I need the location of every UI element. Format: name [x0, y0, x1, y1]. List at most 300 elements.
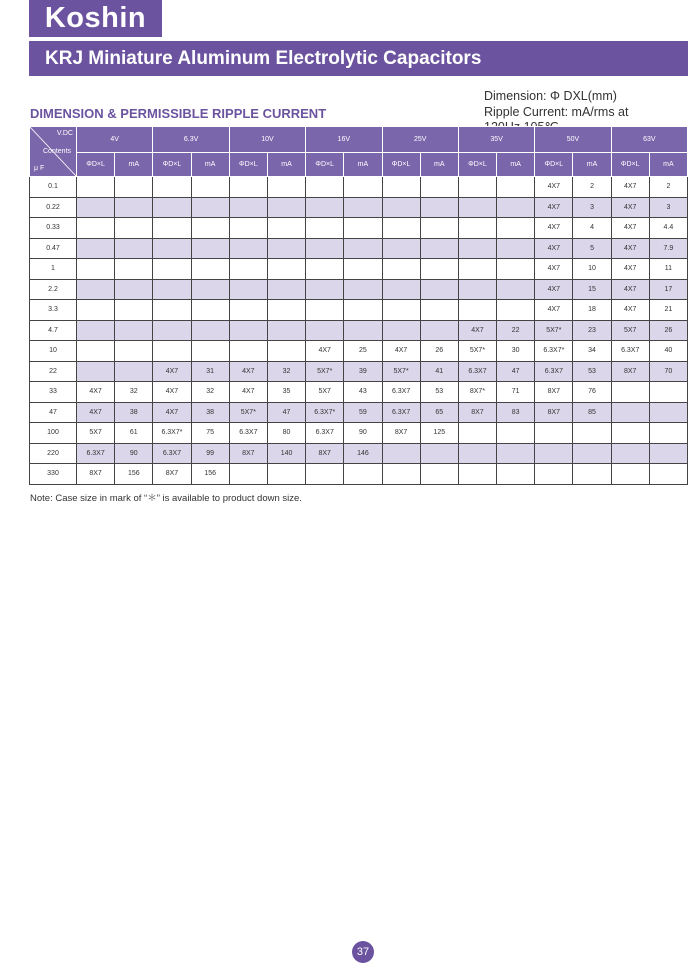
ripple-current-cell [191, 300, 229, 321]
capacitance-cell: 33 [30, 382, 77, 403]
case-size-cell [153, 341, 191, 362]
case-size-cell [229, 177, 267, 198]
table-row [30, 402, 688, 423]
case-size-cell [382, 320, 420, 341]
capacitance-cell: 1 [30, 259, 77, 280]
case-size-cell [306, 464, 344, 485]
ripple-current-cell [497, 464, 535, 485]
capacitance-cell: 100 [30, 423, 77, 444]
case-size-cell: 8X7 [153, 464, 191, 485]
case-size-cell [229, 300, 267, 321]
ripple-current-cell: 22 [497, 320, 535, 341]
capacitance-cell: 0.1 [30, 177, 77, 198]
case-size-cell: 4X7 [535, 218, 573, 239]
case-size-cell [458, 423, 496, 444]
ripple-current-cell [191, 279, 229, 300]
case-size-cell: 4X7 [306, 341, 344, 362]
case-size-cell: 5X7* [458, 341, 496, 362]
table-row [30, 443, 688, 464]
table-row [30, 279, 688, 300]
case-size-cell [153, 320, 191, 341]
case-size-cell [229, 320, 267, 341]
ma-subheader: mA [267, 153, 305, 177]
case-size-cell: 5X7 [306, 382, 344, 403]
case-size-cell [153, 218, 191, 239]
page-number: 37 [352, 941, 374, 963]
ripple-current-cell [267, 300, 305, 321]
ma-subheader: mA [344, 153, 382, 177]
ripple-current-cell [267, 464, 305, 485]
ripple-current-cell: 47 [497, 361, 535, 382]
table-row [30, 423, 688, 444]
table-corner-header [30, 127, 77, 177]
case-size-cell: 5X7 [611, 320, 649, 341]
case-size-cell [458, 279, 496, 300]
case-size-cell [382, 259, 420, 280]
case-size-cell: 5X7* [306, 361, 344, 382]
case-size-cell [611, 402, 649, 423]
ripple-current-cell [420, 238, 458, 259]
case-size-cell: 4X7 [611, 218, 649, 239]
case-size-cell: 6.3X7 [382, 402, 420, 423]
ripple-current-cell: 2 [573, 177, 611, 198]
case-size-cell: 4X7 [458, 320, 496, 341]
table-row [30, 177, 688, 198]
case-size-cell [229, 238, 267, 259]
table-row [30, 341, 688, 362]
ripple-current-cell: 39 [344, 361, 382, 382]
ripple-current-cell [267, 320, 305, 341]
ripple-current-cell: 90 [115, 443, 153, 464]
ripple-current-cell [649, 402, 687, 423]
size-subheader: ΦD×L [535, 153, 573, 177]
case-size-cell: 4X7 [77, 382, 115, 403]
ripple-current-cell: 140 [267, 443, 305, 464]
ma-subheader: mA [420, 153, 458, 177]
brand-logo: Koshin [29, 0, 162, 37]
case-size-cell: 6.3X7* [153, 423, 191, 444]
case-size-cell [458, 238, 496, 259]
table-row [30, 464, 688, 485]
ripple-current-cell [115, 320, 153, 341]
table-row [30, 300, 688, 321]
ripple-current-cell [344, 238, 382, 259]
ripple-current-cell [344, 320, 382, 341]
ripple-current-cell [649, 443, 687, 464]
ripple-current-cell [420, 259, 458, 280]
ripple-current-cell: 80 [267, 423, 305, 444]
case-size-cell [77, 361, 115, 382]
case-size-cell [382, 443, 420, 464]
case-size-cell [306, 197, 344, 218]
case-size-cell: 8X7 [535, 402, 573, 423]
case-size-cell: 8X7 [382, 423, 420, 444]
voltage-header: 25V [382, 127, 458, 153]
case-size-cell [535, 464, 573, 485]
case-size-cell: 4X7 [611, 300, 649, 321]
ripple-current-cell: 4 [573, 218, 611, 239]
case-size-cell: 4X7 [535, 177, 573, 198]
size-subheader: ΦD×L [306, 153, 344, 177]
case-size-cell [77, 279, 115, 300]
ripple-current-cell: 53 [573, 361, 611, 382]
ripple-current-cell: 41 [420, 361, 458, 382]
case-size-cell [306, 279, 344, 300]
case-size-cell [382, 238, 420, 259]
capacitance-cell: 0.22 [30, 197, 77, 218]
ripple-current-cell: 25 [344, 341, 382, 362]
ripple-current-cell: 26 [649, 320, 687, 341]
case-size-cell [153, 259, 191, 280]
ripple-current-cell [573, 464, 611, 485]
case-size-cell [229, 259, 267, 280]
case-size-cell [306, 218, 344, 239]
ripple-current-cell: 10 [573, 259, 611, 280]
ripple-current-cell [191, 341, 229, 362]
ripple-current-cell [267, 259, 305, 280]
ripple-current-cell [191, 238, 229, 259]
ripple-current-cell [115, 238, 153, 259]
ripple-current-cell: 71 [497, 382, 535, 403]
case-size-cell [229, 218, 267, 239]
ripple-current-cell: 21 [649, 300, 687, 321]
case-size-cell: 4X7 [611, 238, 649, 259]
case-size-cell [229, 279, 267, 300]
case-size-cell: 4X7 [611, 279, 649, 300]
ripple-current-cell: 30 [497, 341, 535, 362]
case-size-cell [306, 300, 344, 321]
capacitance-cell: 22 [30, 361, 77, 382]
case-size-cell: 4X7 [535, 279, 573, 300]
capacitance-cell: 0.47 [30, 238, 77, 259]
ripple-current-cell [649, 423, 687, 444]
table-row [30, 197, 688, 218]
case-size-cell: 5X7* [535, 320, 573, 341]
case-size-cell: 4X7 [153, 382, 191, 403]
ripple-current-cell [497, 177, 535, 198]
voltage-header: 6.3V [153, 127, 229, 153]
ripple-current-cell [115, 300, 153, 321]
ripple-current-cell [573, 443, 611, 464]
table-row [30, 259, 688, 280]
footnote: Note: Case size in mark of “＊” is available to product down size. [30, 493, 302, 504]
ripple-current-cell: 65 [420, 402, 458, 423]
ripple-current-cell: 23 [573, 320, 611, 341]
ripple-current-cell [115, 279, 153, 300]
voltage-header: 50V [535, 127, 611, 153]
case-size-cell [153, 300, 191, 321]
ripple-current-cell: 156 [191, 464, 229, 485]
case-size-cell: 5X7 [77, 423, 115, 444]
case-size-cell [382, 218, 420, 239]
ripple-current-cell: 18 [573, 300, 611, 321]
ripple-current-cell [344, 218, 382, 239]
ripple-current-cell: 3 [649, 197, 687, 218]
ripple-current-cell [115, 197, 153, 218]
case-size-cell: 4X7 [153, 402, 191, 423]
ripple-current-cell [420, 197, 458, 218]
case-size-cell: 6.3X7* [306, 402, 344, 423]
ripple-current-cell [267, 197, 305, 218]
ripple-current-cell: 99 [191, 443, 229, 464]
case-size-cell: 6.3X7* [535, 341, 573, 362]
case-size-cell: 4X7 [382, 341, 420, 362]
table-row [30, 361, 688, 382]
case-size-cell [382, 197, 420, 218]
voltage-header-row [30, 127, 688, 153]
ripple-current-cell [191, 259, 229, 280]
ripple-current-cell: 2 [649, 177, 687, 198]
ripple-current-cell [497, 218, 535, 239]
ma-subheader: mA [497, 153, 535, 177]
case-size-cell: 4X7 [77, 402, 115, 423]
ripple-current-cell: 3 [573, 197, 611, 218]
case-size-cell: 4X7 [611, 177, 649, 198]
ripple-current-cell: 146 [344, 443, 382, 464]
ripple-current-cell: 90 [344, 423, 382, 444]
ma-subheader: mA [649, 153, 687, 177]
product-banner: KRJ Miniature Aluminum Electrolytic Capacitors [29, 41, 688, 76]
case-size-cell: 8X7* [458, 382, 496, 403]
ripple-current-cell: 15 [573, 279, 611, 300]
ripple-current-cell [267, 218, 305, 239]
ripple-current-cell [267, 279, 305, 300]
case-size-cell: 6.3X7 [306, 423, 344, 444]
ripple-current-cell: 47 [267, 402, 305, 423]
case-size-cell [77, 341, 115, 362]
ripple-current-cell: 53 [420, 382, 458, 403]
ripple-current-cell: 5 [573, 238, 611, 259]
capacitance-cell: 220 [30, 443, 77, 464]
ripple-current-cell: 17 [649, 279, 687, 300]
ripple-current-cell [649, 382, 687, 403]
ripple-current-cell: 34 [573, 341, 611, 362]
case-size-cell [382, 177, 420, 198]
ripple-current-cell [267, 238, 305, 259]
case-size-cell: 4X7 [611, 259, 649, 280]
case-size-cell [611, 423, 649, 444]
case-size-cell: 8X7 [458, 402, 496, 423]
case-size-cell [611, 464, 649, 485]
ripple-current-cell [115, 259, 153, 280]
section-title: DIMENSION & PERMISSIBLE RIPPLE CURRENT [30, 106, 327, 121]
case-size-cell: 6.3X7 [153, 443, 191, 464]
ripple-current-cell [115, 218, 153, 239]
ripple-current-cell [344, 279, 382, 300]
ripple-current-cell [420, 300, 458, 321]
ripple-current-cell: 59 [344, 402, 382, 423]
ripple-current-cell: 38 [191, 402, 229, 423]
case-size-cell: 6.3X7 [535, 361, 573, 382]
ripple-current-cell: 11 [649, 259, 687, 280]
case-size-cell [458, 443, 496, 464]
case-size-cell: 6.3X7 [77, 443, 115, 464]
case-size-cell [306, 259, 344, 280]
ripple-current-cell [420, 320, 458, 341]
size-subheader: ΦD×L [77, 153, 115, 177]
ripple-current-cell: 61 [115, 423, 153, 444]
case-size-cell [77, 300, 115, 321]
corner-vdc-label: V.DC [56, 130, 73, 137]
ripple-current-cell [115, 361, 153, 382]
ripple-current-cell: 76 [573, 382, 611, 403]
case-size-cell: 6.3X7 [611, 341, 649, 362]
ripple-current-cell [344, 464, 382, 485]
capacitance-cell: 4.7 [30, 320, 77, 341]
ripple-current-cell [497, 238, 535, 259]
case-size-cell: 4X7 [535, 197, 573, 218]
case-size-cell [382, 279, 420, 300]
case-size-cell [458, 177, 496, 198]
case-size-cell [458, 218, 496, 239]
ripple-current-cell: 7.9 [649, 238, 687, 259]
corner-uf-label: μ F [34, 165, 45, 172]
ripple-current-label: Ripple Current: mA/rms at [484, 105, 629, 119]
case-size-cell [229, 197, 267, 218]
case-size-cell: 6.3X7 [382, 382, 420, 403]
case-size-cell: 4X7 [229, 382, 267, 403]
dimension-label: Dimension: Φ DXL(mm) [484, 89, 617, 103]
ripple-current-cell: 125 [420, 423, 458, 444]
capacitance-cell: 47 [30, 402, 77, 423]
ripple-current-cell: 83 [497, 402, 535, 423]
ripple-current-cell: 32 [267, 361, 305, 382]
case-size-cell [77, 259, 115, 280]
table-row [30, 218, 688, 239]
ripple-current-cell [115, 341, 153, 362]
case-size-cell [229, 341, 267, 362]
case-size-cell [458, 259, 496, 280]
case-size-cell [306, 177, 344, 198]
table-row [30, 238, 688, 259]
ma-subheader: mA [115, 153, 153, 177]
ripple-current-cell [420, 464, 458, 485]
voltage-header: 10V [229, 127, 305, 153]
table-row [30, 382, 688, 403]
case-size-cell [306, 238, 344, 259]
case-size-cell: 4X7 [611, 197, 649, 218]
case-size-cell [382, 300, 420, 321]
voltage-header: 35V [458, 127, 534, 153]
ripple-current-cell [344, 300, 382, 321]
ripple-current-cell [267, 177, 305, 198]
capacitance-cell: 3.3 [30, 300, 77, 321]
size-subheader: ΦD×L [229, 153, 267, 177]
case-size-cell [229, 464, 267, 485]
case-size-cell: 4X7 [535, 300, 573, 321]
ripple-current-cell [420, 177, 458, 198]
voltage-header: 16V [306, 127, 382, 153]
case-size-cell [77, 218, 115, 239]
ripple-current-cell: 31 [191, 361, 229, 382]
ripple-current-cell: 70 [649, 361, 687, 382]
ripple-current-cell [267, 341, 305, 362]
ripple-current-table [29, 126, 688, 485]
ripple-current-cell [420, 279, 458, 300]
voltage-header: 4V [77, 127, 153, 153]
ma-subheader: mA [191, 153, 229, 177]
case-size-cell: 8X7 [306, 443, 344, 464]
ripple-current-cell: 85 [573, 402, 611, 423]
ripple-current-cell [497, 300, 535, 321]
size-subheader: ΦD×L [382, 153, 420, 177]
case-size-cell [458, 300, 496, 321]
ripple-current-cell [191, 197, 229, 218]
ripple-current-cell [573, 423, 611, 444]
ripple-current-cell [191, 218, 229, 239]
table-body [30, 177, 688, 485]
ripple-current-cell [191, 320, 229, 341]
ripple-current-cell: 32 [191, 382, 229, 403]
case-size-cell [382, 464, 420, 485]
case-size-cell [77, 238, 115, 259]
case-size-cell [153, 238, 191, 259]
case-size-cell [77, 197, 115, 218]
ripple-current-cell: 4.4 [649, 218, 687, 239]
ripple-current-cell [497, 443, 535, 464]
ripple-current-cell [344, 197, 382, 218]
ripple-current-cell [420, 443, 458, 464]
size-subheader: ΦD×L [153, 153, 191, 177]
ripple-current-cell [497, 197, 535, 218]
case-size-cell: 8X7 [229, 443, 267, 464]
ripple-current-cell: 75 [191, 423, 229, 444]
ma-subheader: mA [573, 153, 611, 177]
ripple-current-cell [420, 218, 458, 239]
case-size-cell: 8X7 [77, 464, 115, 485]
voltage-header: 63V [611, 127, 687, 153]
case-size-cell: 5X7* [382, 361, 420, 382]
case-size-cell: 4X7 [153, 361, 191, 382]
case-size-cell: 4X7 [535, 259, 573, 280]
case-size-cell: 6.3X7 [458, 361, 496, 382]
capacitance-cell: 2.2 [30, 279, 77, 300]
ripple-current-cell: 26 [420, 341, 458, 362]
capacitance-cell: 10 [30, 341, 77, 362]
table-row [30, 320, 688, 341]
ripple-current-cell [497, 259, 535, 280]
ripple-current-cell [191, 177, 229, 198]
capacitance-cell: 330 [30, 464, 77, 485]
case-size-cell [77, 177, 115, 198]
ripple-current-cell [497, 423, 535, 444]
ripple-current-cell: 43 [344, 382, 382, 403]
size-subheader: ΦD×L [611, 153, 649, 177]
ripple-current-cell: 40 [649, 341, 687, 362]
case-size-cell [153, 279, 191, 300]
case-size-cell [306, 320, 344, 341]
case-size-cell [77, 320, 115, 341]
case-size-cell: 4X7 [535, 238, 573, 259]
corner-contents-label: Contents [43, 148, 72, 155]
case-size-cell [611, 382, 649, 403]
ripple-current-cell [344, 177, 382, 198]
ripple-current-cell: 156 [115, 464, 153, 485]
case-size-cell: 4X7 [229, 361, 267, 382]
ripple-current-cell [497, 279, 535, 300]
ripple-current-cell: 38 [115, 402, 153, 423]
case-size-cell [611, 443, 649, 464]
case-size-cell [458, 464, 496, 485]
case-size-cell: 8X7 [611, 361, 649, 382]
subheader-row [30, 153, 688, 177]
ripple-current-cell [115, 177, 153, 198]
case-size-cell: 6.3X7 [229, 423, 267, 444]
ripple-current-cell [344, 259, 382, 280]
case-size-cell [535, 423, 573, 444]
case-size-cell: 5X7* [229, 402, 267, 423]
ripple-current-cell: 32 [115, 382, 153, 403]
